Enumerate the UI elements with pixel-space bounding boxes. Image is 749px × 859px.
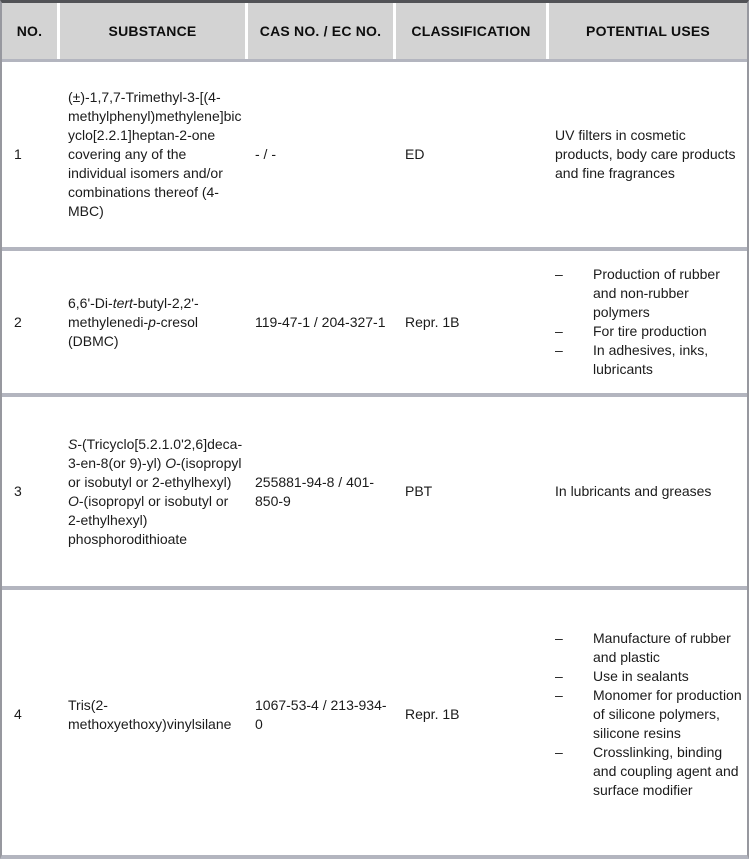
dash-bullet: – [555,266,563,282]
use-list-item [555,629,745,667]
use-text: Use in sealants [593,668,689,684]
table-row [2,393,747,586]
cas-ec-value: - / - [255,146,276,162]
column-header-no: NO. [2,3,60,59]
use-list-item [555,341,745,379]
classification-cell: Repr. 1B [405,313,460,330]
table-header-row [2,3,747,59]
cas-ec-cell [248,251,396,393]
cas-ec-cell [248,590,396,839]
use-text: For tire production [593,323,707,339]
dash-bullet: – [555,687,563,703]
use-text: Manufacture of rubber and plastic [593,630,731,665]
column-header-potential-uses: POTENTIAL USES [586,23,710,39]
potential-uses-cell [549,397,747,586]
column-header-substance: SUBSTANCE [60,3,248,59]
row-number-cell: 1 [14,146,22,162]
use-text: UV filters in cosmetic products, body care products and fine fragrances [555,127,736,181]
use-text: In lubricants and greases [555,483,712,499]
use-text: Monomer for production of silicone polymers, silicone resins [593,687,742,741]
row-number-cell: 2 [14,313,22,330]
cas-ec-value: 255881-94-8 / 401-850-9 [255,473,375,509]
table-body [2,59,747,839]
table-row [2,586,747,839]
substance-cell [60,397,248,586]
row-number-cell: 4 [14,706,22,722]
substance-name: (±)-1,7,7-Trimethyl-3-[(4-methylphenyl)methylene]bicyclo[2.2.1]heptan-2-one covering any of the individual isomers and/or combinations thereof (4-MBC) [68,89,242,219]
dash-bullet: – [555,668,563,684]
substance-name: 6,6'-Di-tert-butyl-2,2'-methylenedi-p-cresol (DBMC) [68,294,199,349]
cas-ec-cell [248,397,396,586]
substance-name: S-(Tricyclo[5.2.1.0'2,6]deca-3-en-8(or 9)-yl) O-(isopropyl or isobutyl or 2-ethylhexyl) O-(isopropyl or isobutyl or 2-ethylhexyl) phosphorodithioate [68,435,243,547]
dash-bullet: – [555,342,563,358]
classification-cell: Repr. 1B [405,706,460,722]
cas-ec-value: 119-47-1 / 204-327-1 [255,313,386,330]
substance-name: Tris(2-methoxyethoxy)vinylsilane [68,696,232,732]
potential-uses-cell [549,62,747,247]
use-text: In adhesives, inks, lubricants [593,342,709,377]
table-row [2,247,747,393]
table-row [2,59,747,247]
potential-uses-cell [549,251,747,393]
substance-cell [60,590,248,839]
use-text: Production of rubber and non-rubber polymers [593,266,720,320]
classification-cell: PBT [405,483,433,499]
substance-cell [60,62,248,247]
substance-cell [60,251,248,393]
potential-uses-cell [549,590,747,839]
use-text: Crosslinking, binding and coupling agent and surface modifier [593,744,739,798]
dash-bullet: – [555,630,563,646]
use-list-item [555,667,745,686]
dash-bullet: – [555,744,563,760]
use-list-item [555,686,745,743]
use-list-item [555,265,745,322]
classification-cell: ED [405,146,425,162]
cas-ec-value: 1067-53-4 / 213-934-0 [255,696,387,732]
use-list-item [555,743,745,800]
dash-bullet: – [555,323,563,339]
row-number-cell: 3 [14,483,22,499]
column-header-cas-ec: CAS NO. / EC NO. [248,3,396,59]
use-list-item [555,322,745,341]
cas-ec-cell [248,62,396,247]
column-header-classification: CLASSIFICATION [396,3,549,59]
